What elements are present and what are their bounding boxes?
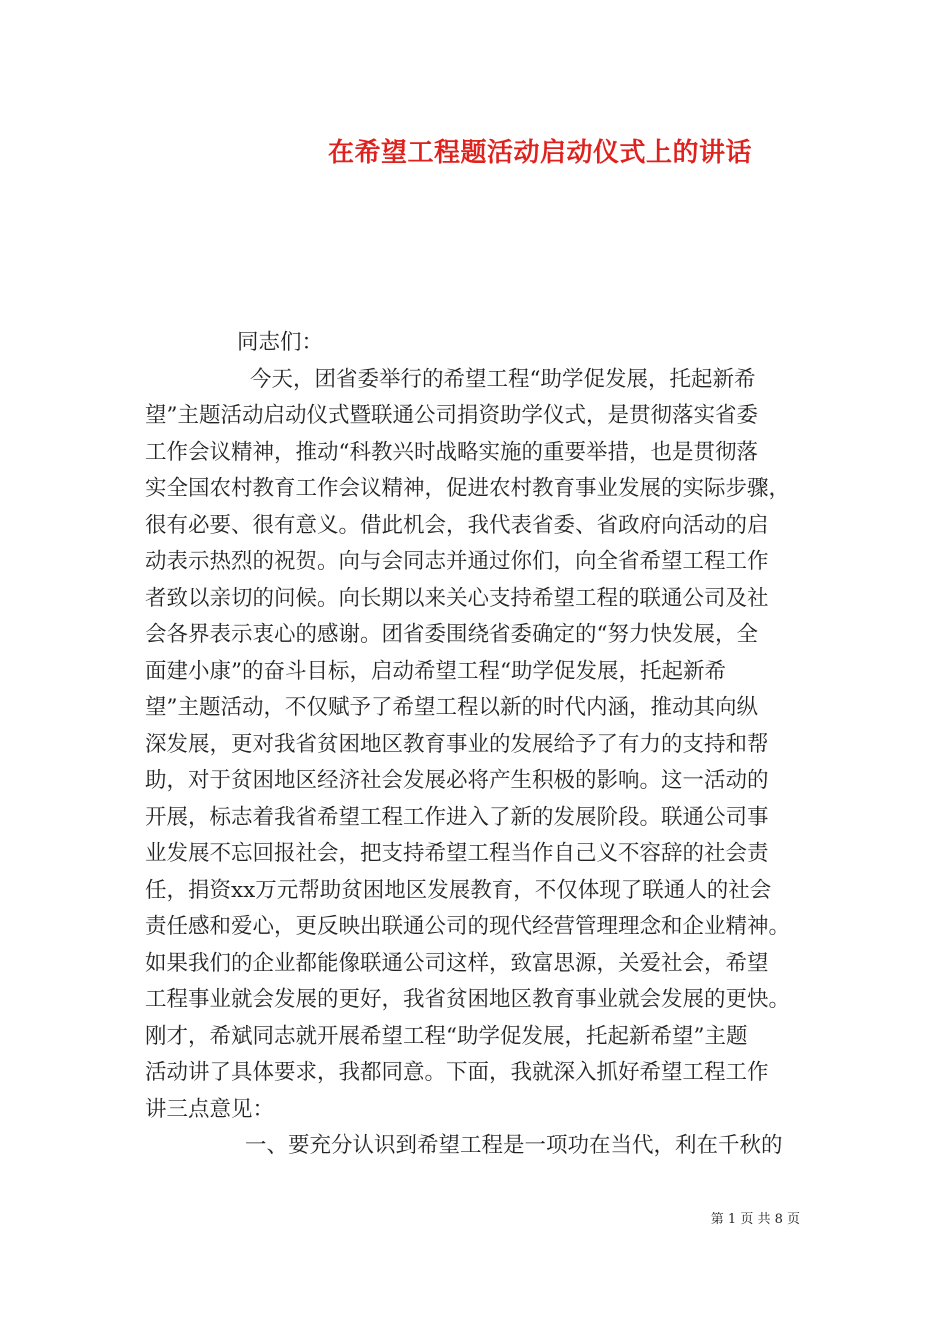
paragraph-line: 助，对于贫困地区经济社会发展必将产生积极的影响。这一活动的 (145, 768, 769, 793)
paragraph-line: 讲三点意见： (145, 1096, 275, 1122)
paragraph-line: 面建小康”的奋斗目标，启动希望工程“助学促发展，托起新希 (145, 658, 726, 684)
paragraph-line: 很有必要、很有意义。借此机会，我代表省委、省政府向活动的启 (145, 512, 769, 538)
paragraph-line: 活动讲了具体要求，我都同意。下面，我就深入抓好希望工程工作 (145, 1060, 769, 1085)
paragraph-line: 工作会议精神，推动“科教兴时战略实施的重要举措，也是贯彻落 (145, 439, 758, 465)
paragraph-line: 动表示热烈的祝贺。向与会同志并通过你们，向全省希望工程工作 (145, 549, 769, 574)
document-body (145, 325, 815, 1165)
paragraph-line: 今天，团省委举行的希望工程“助学促发展，托起新希 (250, 366, 756, 392)
paragraph-line: 实全国农村教育工作会议精神，促进农村教育事业发展的实际步骤， (145, 476, 791, 501)
paragraph-line: 工程事业就会发展的更好，我省贫困地区教育事业就会发展的更快。 (145, 987, 791, 1012)
paragraph-line: 责任感和爱心，更反映出联通公司的现代经营管理理念和企业精神。 (145, 914, 791, 939)
paragraph-line: 如果我们的企业都能像联通公司这样，致富思源，关爱社会，希望 (145, 950, 769, 976)
paragraph-line: 会各界表示衷心的感谢。团省委围绕省委确定的“努力快发展，全 (145, 622, 758, 647)
paragraph-line: 者致以亲切的问候。向长期以来关心支持希望工程的联通公司及社 (145, 585, 769, 611)
page-number: 第 1 页 共 8 页 (710, 1212, 800, 1227)
salutation: 同志们： (237, 330, 324, 355)
paragraph-line: 刚才，希斌同志就开展希望工程“助学促发展，托起新希望”主题 (145, 1023, 748, 1049)
paragraph-line: 望”主题活动，不仅赋予了希望工程以新的时代内涵，推动其向纵 (145, 695, 758, 720)
paragraph-line: 深发展，更对我省贫困地区教育事业的发展给予了有力的支持和帮 (145, 731, 769, 757)
paragraph-line: 望”主题活动启动仪式暨联通公司捐资助学仪式，是贯彻落实省委 (145, 403, 758, 428)
paragraph-line: 开展，标志着我省希望工程工作进入了新的发展阶段。联通公司事 (145, 804, 769, 830)
document-title: 在希望工程题活动启动仪式上的讲话 (327, 138, 752, 168)
section-heading: 一、要充分认识到希望工程是一项功在当代，利在千秋的 (245, 1133, 783, 1158)
paragraph-line: 任，捐资xx万元帮助贫困地区发展教育，不仅体现了联通人的社会 (145, 877, 772, 903)
paragraph-line: 业发展不忘回报社会，把支持希望工程当作自己义不容辞的社会责 (145, 841, 769, 866)
